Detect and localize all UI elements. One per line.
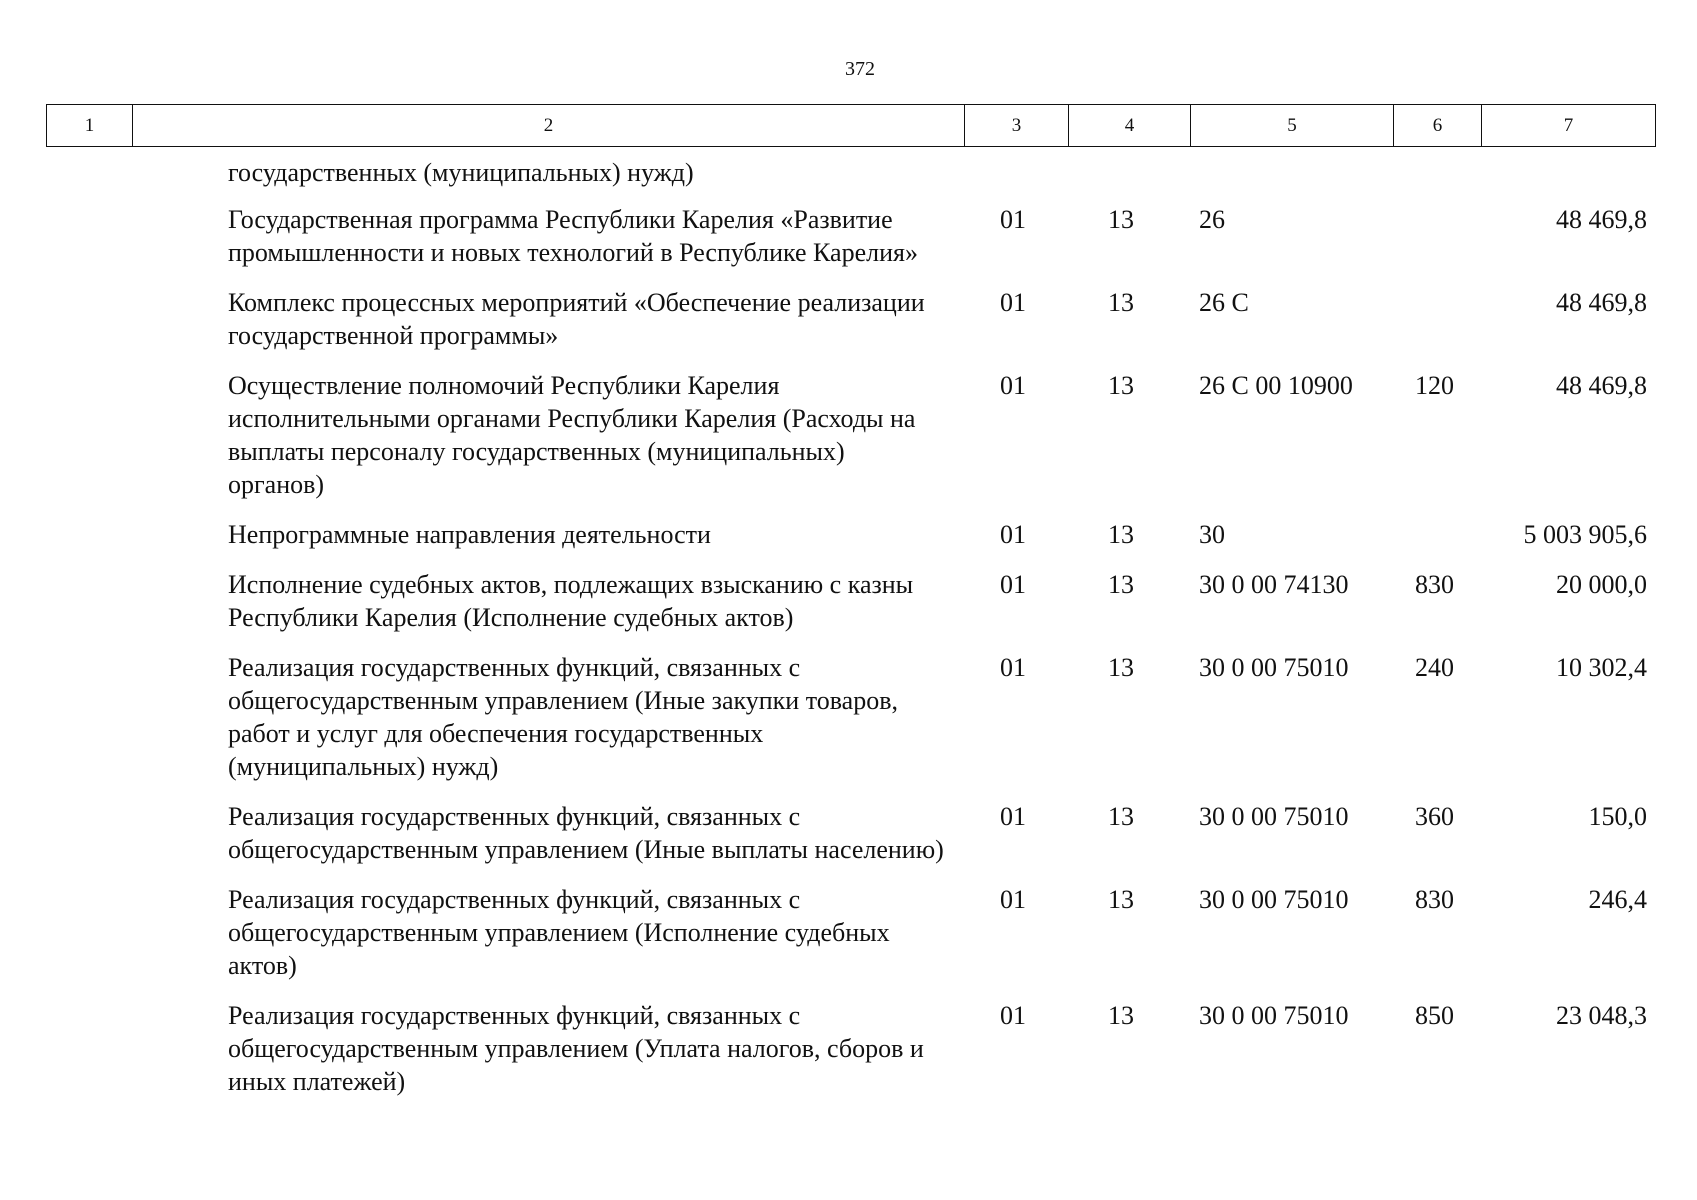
row-expense-type: 240 (1415, 653, 1454, 682)
row-expense-type (1393, 518, 1481, 568)
row-expense-type (1393, 203, 1481, 286)
row-subsection-code: 13 (1108, 885, 1134, 914)
row-amount: 150,0 (1588, 802, 1647, 831)
row-spacer (46, 651, 132, 800)
row-target-article: 30 (1199, 520, 1225, 549)
row-spacer (46, 800, 132, 883)
row-subsection-code: 13 (1108, 371, 1134, 400)
column-number-2: 2 (133, 105, 965, 147)
row-section-code: 01 (1000, 288, 1026, 317)
table-row (46, 518, 1655, 568)
row-amount: 10 302,4 (1556, 653, 1647, 682)
column-number-5: 5 (1191, 105, 1394, 147)
row-name: Осуществление полномочий Республики Карелия исполнительными органами Республики Карелия (Расходы на выплаты персоналу государственных (муниципальных) органов) (228, 371, 916, 499)
row-name: Реализация государственных функций, связанных с общегосударственным управлением (Исполнение судебных актов) (228, 885, 890, 980)
row-spacer (46, 568, 132, 651)
row-subsection-code: 13 (1108, 520, 1134, 549)
table-row (46, 568, 1655, 651)
row-name: Государственная программа Республики Карелия «Развитие промышленности и новых технологий в Республике Карелия» (228, 205, 918, 267)
row-expense-type (1393, 156, 1481, 203)
row-section-code: 01 (1000, 371, 1026, 400)
column-number-7: 7 (1482, 105, 1656, 147)
row-expense-type: 120 (1415, 371, 1454, 400)
row-amount: 23 048,3 (1556, 1001, 1647, 1030)
row-section-code: 01 (1000, 570, 1026, 599)
row-section-code: 01 (1000, 653, 1026, 682)
row-expense-type: 830 (1415, 570, 1454, 599)
row-section-code: 01 (1000, 1001, 1026, 1030)
column-number-3: 3 (965, 105, 1069, 147)
row-section-code: 01 (1000, 520, 1026, 549)
row-subsection-code: 13 (1108, 288, 1134, 317)
row-name: государственных (муниципальных) нужд) (228, 158, 694, 187)
row-amount (1481, 156, 1655, 203)
row-spacer (46, 203, 132, 286)
row-amount: 48 469,8 (1556, 288, 1647, 317)
row-amount: 246,4 (1588, 885, 1647, 914)
row-name: Реализация государственных функций, связанных с общегосударственным управлением (Уплата налогов, сборов и иных платежей) (228, 1001, 924, 1096)
table-row (46, 286, 1655, 369)
row-target-article: 30 0 00 75010 (1199, 885, 1349, 914)
row-subsection-code: 13 (1108, 205, 1134, 234)
row-amount: 5 003 905,6 (1523, 520, 1647, 549)
row-target-article: 30 0 00 75010 (1199, 802, 1349, 831)
row-name: Реализация государственных функций, связанных с общегосударственным управлением (Иные закупки товаров, работ и услуг для обеспечения государственных (муниципальных) нужд) (228, 653, 898, 781)
column-header-table (46, 104, 1656, 147)
row-spacer (46, 286, 132, 369)
table-row (46, 999, 1655, 1115)
row-name: Непрограммные направления деятельности (228, 520, 711, 549)
table-row (46, 369, 1655, 518)
row-name: Исполнение судебных актов, подлежащих взысканию с казны Республики Карелия (Исполнение судебных актов) (228, 570, 914, 632)
row-target-article (1190, 156, 1393, 203)
row-amount: 20 000,0 (1556, 570, 1647, 599)
row-subsection-code: 13 (1108, 802, 1134, 831)
row-spacer (46, 156, 132, 203)
row-name: Комплекс процессных мероприятий «Обеспечение реализации государственной программы» (228, 288, 925, 350)
row-spacer (46, 883, 132, 999)
table-row (46, 203, 1655, 286)
column-number-4: 4 (1069, 105, 1191, 147)
row-expense-type (1393, 286, 1481, 369)
row-spacer (46, 999, 132, 1115)
row-target-article: 26 (1199, 205, 1225, 234)
row-target-article: 30 0 00 75010 (1199, 653, 1349, 682)
row-target-article: 30 0 00 74130 (1199, 570, 1349, 599)
row-target-article: 26 С (1199, 288, 1249, 317)
row-subsection-code: 13 (1108, 1001, 1134, 1030)
row-section-code: 01 (1000, 205, 1026, 234)
budget-table (46, 156, 1655, 1115)
row-target-article: 30 0 00 75010 (1199, 1001, 1349, 1030)
column-number-1: 1 (47, 105, 133, 147)
budget-table-body (46, 156, 1655, 1115)
row-amount: 48 469,8 (1556, 371, 1647, 400)
row-subsection-code: 13 (1108, 570, 1134, 599)
table-row (46, 156, 1655, 203)
row-expense-type: 360 (1415, 802, 1454, 831)
row-spacer (46, 369, 132, 518)
row-expense-type: 850 (1415, 1001, 1454, 1030)
row-spacer (46, 518, 132, 568)
page-number: 372 (845, 58, 875, 80)
row-target-article: 26 С 00 10900 (1199, 371, 1353, 400)
row-amount: 48 469,8 (1556, 205, 1647, 234)
row-section-code (964, 156, 1068, 203)
column-header-row (47, 105, 1656, 147)
table-row (46, 883, 1655, 999)
table-row (46, 651, 1655, 800)
row-subsection-code: 13 (1108, 653, 1134, 682)
column-number-6: 6 (1394, 105, 1482, 147)
row-name: Реализация государственных функций, связанных с общегосударственным управлением (Иные выплаты населению) (228, 802, 944, 864)
table-row (46, 800, 1655, 883)
row-subsection-code (1068, 156, 1190, 203)
row-expense-type: 830 (1415, 885, 1454, 914)
row-section-code: 01 (1000, 885, 1026, 914)
row-section-code: 01 (1000, 802, 1026, 831)
